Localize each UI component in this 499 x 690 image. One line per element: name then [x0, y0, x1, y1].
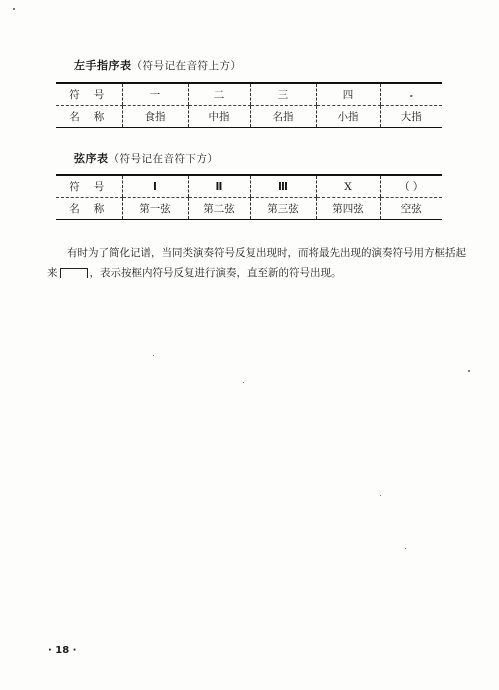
table-cell: 一	[122, 83, 188, 106]
table-cell: 四	[316, 83, 380, 106]
table-cell: 中指	[188, 106, 250, 128]
scan-speck	[243, 382, 244, 383]
fingering-symbol-row	[56, 83, 442, 106]
paragraph-text-1: 有时为了简化记谱，当同类演奏符号反复出现时，而将最先出现的演奏符号用方框括起来	[47, 247, 466, 279]
table-cell: I	[122, 175, 188, 198]
fingering-title-text: 左手指序表	[74, 59, 132, 72]
strings-title-text: 弦序表	[74, 152, 109, 165]
body-paragraph	[47, 243, 467, 283]
fingering-name-row	[56, 106, 442, 128]
table-cell: 大指	[380, 106, 442, 128]
table-cell: Ⅱ	[188, 175, 250, 198]
strings-name-row	[56, 198, 442, 220]
row-header: 名称	[69, 203, 119, 215]
scan-speck	[13, 8, 15, 10]
strings-table	[56, 174, 442, 220]
table-cell: 第四弦	[316, 198, 380, 220]
table-cell: 第三弦	[250, 198, 316, 220]
row-header: 符号	[56, 175, 122, 198]
scan-speck	[380, 495, 381, 496]
table-cell: 三	[250, 83, 316, 106]
fingering-title-note: （符号记在音符上方）	[131, 60, 242, 72]
fingering-table	[56, 82, 442, 128]
strings-table-title	[74, 150, 219, 166]
table-cell: 𝅗	[380, 83, 442, 106]
fingering-table-title	[74, 57, 242, 73]
table-cell: 二	[188, 83, 250, 106]
table-cell: （ ）	[380, 175, 442, 198]
scan-speck	[468, 370, 470, 372]
row-header: 名称	[69, 111, 119, 123]
bracket-box-icon	[60, 268, 88, 278]
table-cell: X	[316, 175, 380, 198]
strings-title-note: （符号记在音符下方）	[108, 153, 219, 165]
page-number: · 18 ·	[48, 645, 77, 656]
table-cell: 空弦	[380, 198, 442, 220]
table-cell: 名指	[250, 106, 316, 128]
table-cell: 第二弦	[188, 198, 250, 220]
scan-speck	[405, 548, 406, 549]
scan-speck	[153, 355, 154, 356]
table-cell: Ⅲ	[250, 175, 316, 198]
strings-symbol-row	[56, 175, 442, 198]
table-cell: 小指	[316, 106, 380, 128]
paragraph-text-2: ，表示按框内符号反复进行演奏，直至新的符号出现。	[89, 267, 342, 279]
table-cell: 食指	[122, 106, 188, 128]
row-header: 符号	[56, 83, 122, 106]
table-cell: 第一弦	[122, 198, 188, 220]
